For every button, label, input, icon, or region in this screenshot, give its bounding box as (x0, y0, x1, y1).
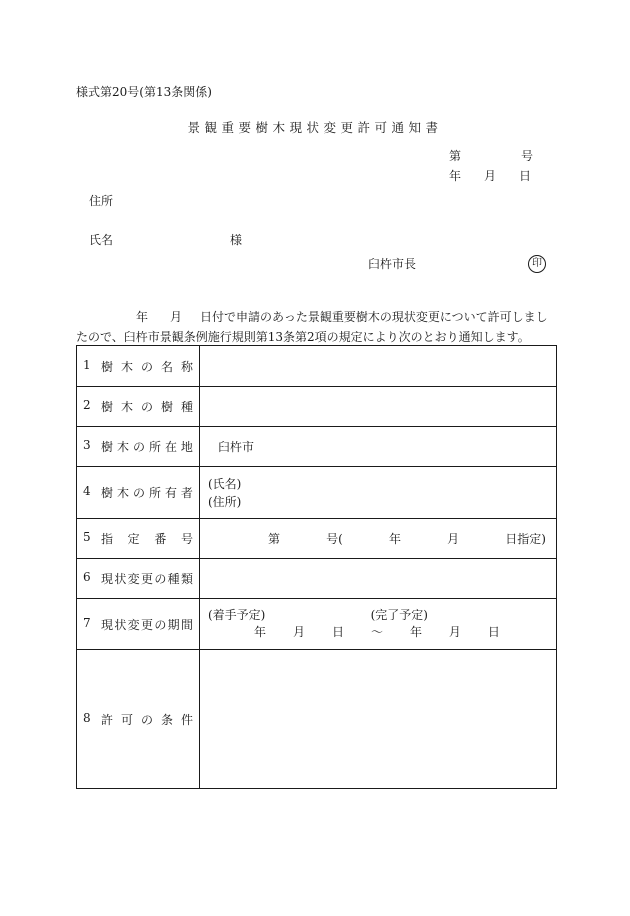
issuer-title: 臼杵市長 (368, 257, 417, 271)
row-label-char: 番 (154, 532, 167, 546)
row-label-char: の (154, 617, 167, 632)
reference-number (449, 150, 533, 162)
designation-number-suffix: 号( (326, 532, 343, 546)
issue-date (449, 170, 531, 182)
tree-location-field[interactable] (200, 427, 557, 467)
row-label-char: 所 (148, 486, 161, 500)
date-day: 日 (518, 169, 531, 183)
row-label-text (97, 398, 193, 415)
row-label: 3 樹 木 の 所 在 地 (77, 427, 200, 467)
row-label-char: 件 (180, 712, 193, 727)
row-label-char: 樹 (101, 359, 114, 374)
address-label: 住所 (89, 194, 114, 208)
tree-species-field[interactable] (200, 387, 557, 427)
end-day: 日 (487, 625, 500, 639)
row-label-text (97, 616, 193, 633)
row-label-char: 称 (180, 359, 193, 374)
period-tilde: 〜 (370, 625, 383, 639)
table-row (77, 519, 557, 559)
form-number: 様式第20号(第13条関係) (76, 85, 212, 99)
row-label-char: 変 (127, 617, 140, 632)
name-label: 氏名 (89, 233, 114, 247)
row-label-char: 現 (101, 617, 114, 632)
row-label-text (97, 570, 193, 587)
row-label-char: 木 (120, 400, 133, 414)
row-label-char: 変 (127, 572, 140, 586)
table-row (77, 650, 557, 789)
row-label: 5 指 定 番 号 (77, 519, 200, 559)
start-day: 日 (331, 625, 344, 639)
row-label-char: 地 (180, 440, 193, 454)
owner-address-label: (住所) (208, 494, 242, 509)
row-label-char: の (132, 440, 145, 454)
row-label-char: の (154, 572, 167, 586)
row-label-char: 許 (101, 712, 114, 727)
end-planned-label: (完了予定) (370, 608, 428, 622)
date-year: 年 (449, 169, 462, 183)
row-label-char: 期 (167, 617, 180, 632)
row-label: 6 現 状 変 更 の 種 類 (77, 559, 200, 599)
row-label-text (97, 438, 193, 455)
permit-conditions-field[interactable] (200, 650, 557, 789)
date-month: 月 (483, 169, 496, 183)
row-label-char: 在 (164, 440, 177, 454)
row-label-char: 可 (120, 712, 133, 727)
table-row (77, 467, 557, 519)
table-row (77, 599, 557, 650)
seal-mark: 印 (528, 255, 546, 273)
row-label-char: 状 (114, 617, 127, 632)
row-label-char: 木 (120, 359, 133, 374)
row-label-char: 種 (180, 400, 193, 414)
row-label-char: 更 (140, 617, 153, 632)
row-label-char: の (132, 486, 145, 500)
row-label: 4 樹 木 の 所 有 者 (77, 467, 200, 519)
row-label-char: 号 (180, 532, 193, 546)
row-label-char: 樹 (160, 400, 173, 414)
row-label-char: 有 (164, 486, 177, 500)
row-label-char: 樹 (101, 440, 114, 454)
start-month: 月 (292, 625, 305, 639)
row-label: 1 樹 木 の 名 称 (77, 346, 200, 387)
row-label-text (97, 484, 193, 501)
location-prefix: 臼杵市 (218, 440, 255, 454)
end-year: 年 (409, 625, 422, 639)
row-label-char: 間 (180, 617, 193, 632)
designation-year: 年 (388, 532, 401, 546)
row-label-char: 現 (101, 572, 114, 586)
start-year: 年 (254, 625, 267, 639)
designation-day: 日指定) (505, 532, 546, 546)
row-label-char: 樹 (101, 486, 114, 500)
row-label-char: 条 (160, 712, 173, 727)
row-label-char: 種 (167, 572, 180, 586)
row-label-char: 木 (116, 486, 129, 500)
honorific: 様 (230, 233, 243, 247)
designation-prefix: 第 (268, 532, 281, 546)
row-label-char: 指 (101, 532, 114, 546)
details-table (76, 345, 557, 789)
ref-suffix: 号 (520, 149, 533, 163)
body-text: 日付で申請のあった景観重要樹木の現状変更について許可しましたので、臼杵市景観条例施行規則第13条第2項の規定により次のとおり通知します。 (76, 310, 548, 344)
row-label: 2 樹 木 の 樹 種 (77, 387, 200, 427)
owner-name-label: (氏名) (208, 476, 242, 491)
row-label-char: の (140, 712, 153, 727)
tree-name-field[interactable] (200, 346, 557, 387)
row-label-char: 更 (140, 572, 153, 586)
row-label-text (97, 530, 193, 547)
designation-number-field[interactable] (200, 519, 557, 559)
table-row (77, 427, 557, 467)
row-label: 7 現 状 変 更 の 期 間 (77, 599, 200, 650)
table-row (77, 387, 557, 427)
row-label-char: 名 (160, 359, 173, 374)
body-year: 年 (136, 310, 149, 324)
change-period-field[interactable] (200, 599, 557, 650)
row-label-char: の (140, 359, 153, 374)
row-label-char: 類 (180, 572, 193, 586)
row-label-char: 定 (127, 532, 140, 546)
change-type-field[interactable] (200, 559, 557, 599)
body-month: 月 (170, 310, 183, 324)
row-label-char: 者 (180, 486, 193, 500)
row-label-char: 所 (148, 440, 161, 454)
row-label-text (97, 358, 193, 375)
row-label-char: の (140, 400, 153, 414)
start-planned-label: (着手予定) (208, 608, 266, 622)
row-label-text (97, 711, 193, 728)
ref-prefix: 第 (449, 149, 462, 163)
table-row (77, 559, 557, 599)
row-label-char: 木 (116, 440, 129, 454)
row-label: 8 許 可 の 条 件 (77, 650, 200, 789)
tree-owner-field[interactable] (200, 467, 557, 519)
notice-body (76, 307, 558, 347)
table-row (77, 346, 557, 387)
row-label-char: 樹 (101, 400, 114, 414)
end-month: 月 (448, 625, 461, 639)
row-label-char: 状 (114, 572, 127, 586)
designation-month: 月 (447, 532, 460, 546)
document-title: 景観重要樹木現状変更許可通知書 (187, 120, 443, 135)
